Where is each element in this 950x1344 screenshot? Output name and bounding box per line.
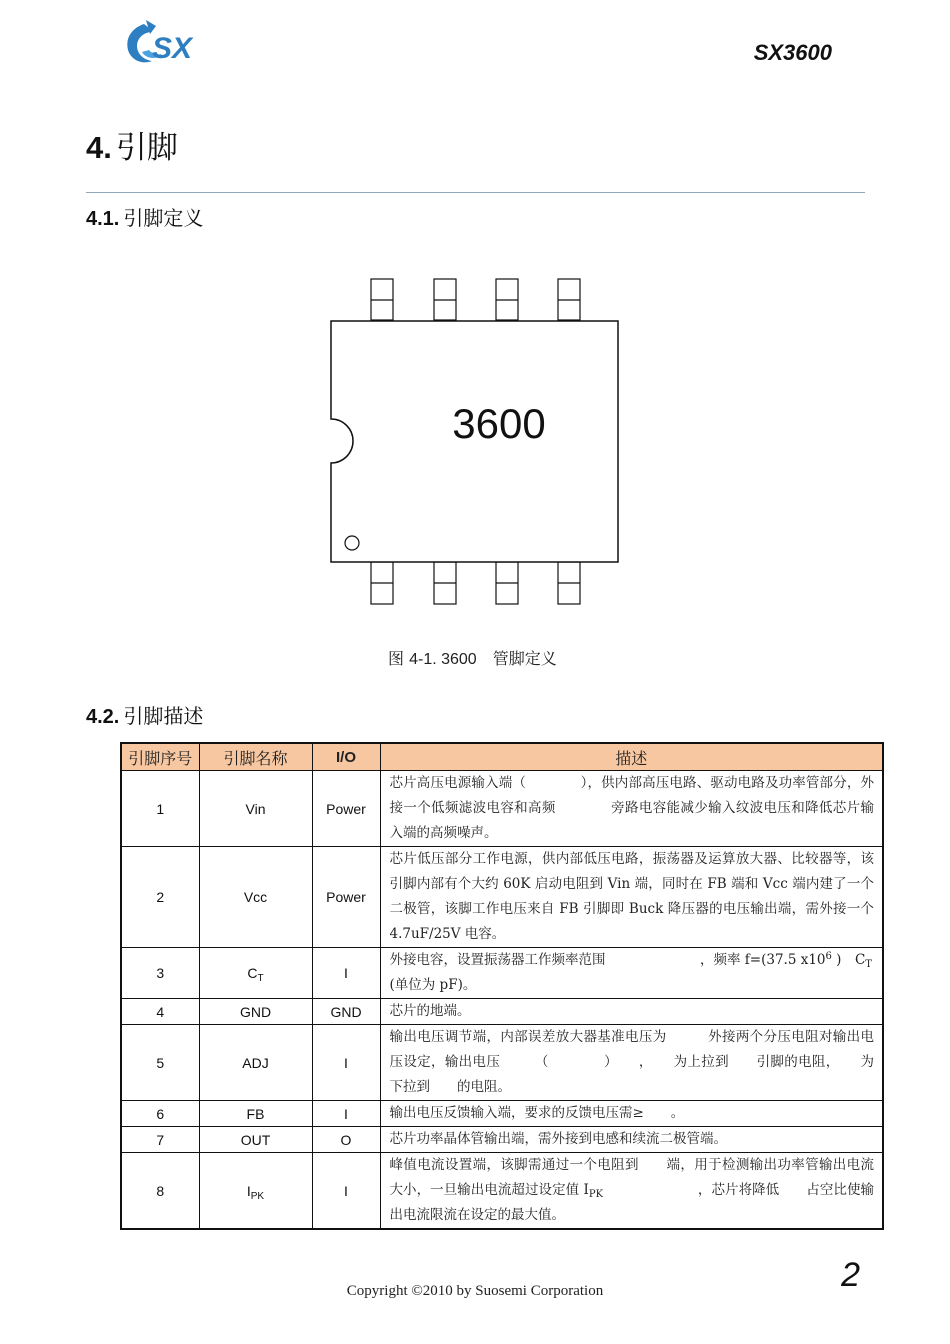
pin-description: 输出电压反馈输入端，要求的反馈电压需≥ 。 — [380, 1101, 883, 1127]
subsection-number: 4.1. — [86, 208, 120, 230]
copyright-notice: Copyright ©2010 by Suosemi Corporation — [346, 1283, 604, 1299]
table-header-row — [121, 743, 883, 771]
table-row — [121, 1153, 883, 1230]
subsection-title: 引脚描述 — [123, 704, 204, 728]
desc-subscript: T — [865, 959, 872, 970]
desc-text: 外接电容，设置振荡器工作频率范围 ，频率 f=(37.5 x10 — [389, 952, 826, 968]
pin-number: 5 — [121, 1025, 199, 1101]
pin-description — [380, 948, 883, 999]
table-row — [121, 999, 883, 1025]
subsection-title: 引脚定义 — [123, 206, 204, 230]
pin-name — [199, 1153, 312, 1230]
desc-superscript: 6 — [825, 951, 832, 962]
document-model-number: SX3600 — [753, 40, 832, 65]
pin-number: 1 — [121, 771, 199, 847]
pin-io: I — [312, 948, 380, 999]
subsection-number: 4.2. — [86, 706, 120, 728]
caption-number: 4-1. 3600 — [409, 651, 477, 668]
pin-io: I — [312, 1101, 380, 1127]
pin-number: 4 — [121, 999, 199, 1025]
pin-number: 6 — [121, 1101, 199, 1127]
pin-number: 8 — [121, 1153, 199, 1230]
table-row — [121, 847, 883, 948]
pin-name-base: I — [246, 1182, 251, 1199]
pin-name: FB — [199, 1101, 312, 1127]
pin-io: I — [312, 1153, 380, 1230]
pin-name-subscript: T — [257, 973, 264, 984]
pin-description: 芯片高压电源输入端（ ），供内部高压电路、驱动电路及功率管部分，外接一个低频滤波电容和高频 旁路电容能减少输入纹波电压和降低芯片输入端的高频噪声。 — [380, 771, 883, 847]
subsection-heading — [86, 202, 203, 231]
subsection-heading — [86, 700, 203, 729]
table-row — [121, 771, 883, 847]
pin-name — [199, 948, 312, 999]
pin-name: Vcc — [199, 847, 312, 948]
table-row — [121, 1101, 883, 1127]
pin-io: I — [312, 1025, 380, 1101]
pin-name: ADJ — [199, 1025, 312, 1101]
figure-caption — [388, 646, 557, 669]
header-pin-number: 引脚序号 — [121, 743, 199, 771]
desc-text: 峰值电流设置端，该脚需通过一个电阻到 端，用于检测输出功率管输出电流大小，一旦输出电流超过设定值 I — [389, 1157, 874, 1198]
pin-number: 3 — [121, 948, 199, 999]
pin-number: 2 — [121, 847, 199, 948]
desc-subscript: PK — [588, 1189, 604, 1200]
pin-io: O — [312, 1127, 380, 1153]
logo-text: SX — [152, 32, 193, 65]
pin-description: 芯片功率晶体管输出端，需外接到电感和续流二极管端。 — [380, 1127, 883, 1153]
heading-rule — [86, 192, 865, 193]
pin-io: GND — [312, 999, 380, 1025]
section-heading — [86, 122, 178, 167]
pin-description — [380, 1153, 883, 1230]
header-io: I/O — [312, 743, 380, 771]
table-row — [121, 1127, 883, 1153]
pin-name: OUT — [199, 1127, 312, 1153]
desc-tail: ) C — [831, 952, 866, 968]
section-number: 4. — [86, 130, 112, 165]
pin-name-base: C — [247, 965, 258, 981]
table-row — [121, 948, 883, 999]
table-row — [121, 1025, 883, 1101]
chip-label: 3600 — [452, 400, 546, 447]
pin-number: 7 — [121, 1127, 199, 1153]
pin-name-subscript: PK — [250, 1190, 265, 1202]
page-number: 2 — [841, 1256, 860, 1294]
pin-description: 芯片低压部分工作电源，供内部低压电路，振荡器及运算放大器、比较器等，该引脚内部有个大约 60K 启动电阻到 Vin 端，同时在 FB 端和 Vcc 端内建了一个二极管，该脚工作电压来自 FB 引脚即 Buck 降压器的电压输出端，需外接一个 4.7uF/25V 电容。 — [380, 847, 883, 948]
pin-description-table — [120, 742, 884, 1230]
pin-description: 输出电压调节端，内部误差放大器基准电压为 外接两个分压电阻对输出电压设定，输出电压 （ ） ， 为上拉到 引脚的电阻， 为下拉到 的电阻。 — [380, 1025, 883, 1101]
section-title: 引脚 — [115, 130, 178, 166]
header-description: 描述 — [380, 743, 883, 771]
pin-description: 芯片的地端。 — [380, 999, 883, 1025]
pin-io: Power — [312, 847, 380, 948]
pin-name: Vin — [199, 771, 312, 847]
pin-name: GND — [199, 999, 312, 1025]
header-pin-name: 引脚名称 — [199, 743, 312, 771]
caption-prefix: 图 — [388, 649, 410, 668]
caption-text: 管脚定义 — [492, 649, 557, 668]
company-logo — [122, 16, 218, 72]
desc-line2: (单位为 pF)。 — [389, 977, 477, 993]
pinout-diagram — [300, 270, 660, 615]
desc-tail: ，芯片将降低 占空比使输出电流限流在设定的最大值。 — [389, 1182, 875, 1223]
pin-io: Power — [312, 771, 380, 847]
